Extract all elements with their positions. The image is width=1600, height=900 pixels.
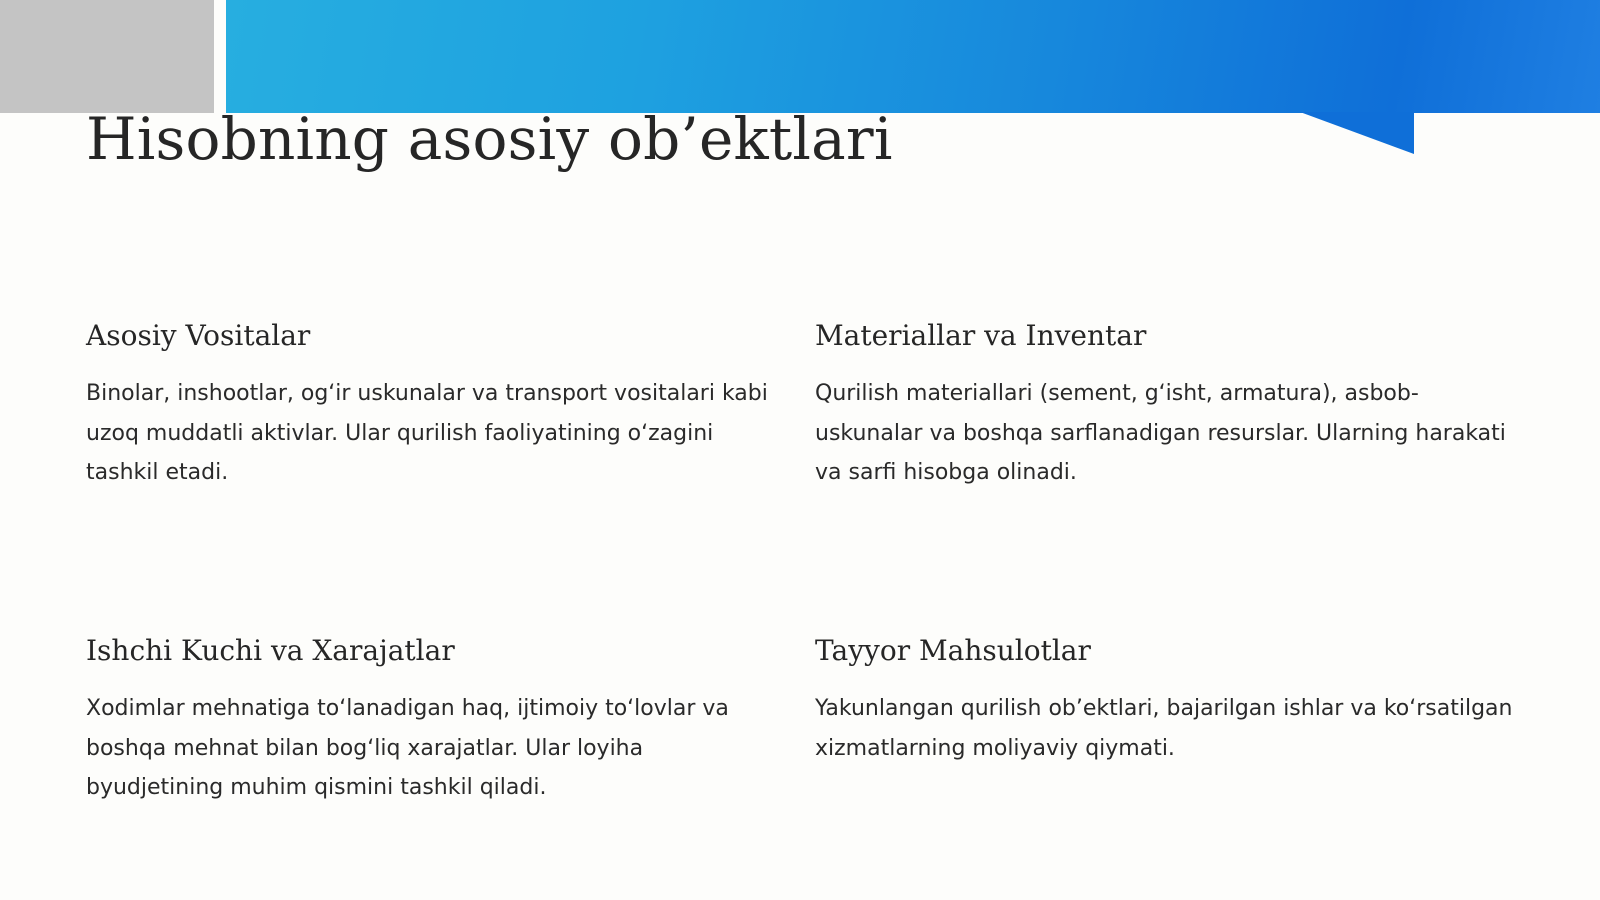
card-materiallar-inventar [815, 318, 1515, 493]
card-body: Binolar, inshootlar, og‘ir uskunalar va transport vositalari kabi uzoq muddatli aktivlar. Ular qurilish faoliyatining o‘zagini tashkil etadi. [86, 381, 768, 485]
blue-header-banner [226, 0, 1600, 113]
card-body: Xodimlar mehnatiga to‘lanadigan haq, ijtimoiy to‘lovlar va boshqa mehnat bilan bog‘liq xarajatlar. Ular loyiha byudjetining muhim qismini tashkil qiladi. [86, 696, 729, 800]
card-tayyor-mahsulotlar [815, 633, 1515, 768]
card-heading: Ishchi Kuchi va Xarajatlar [86, 634, 455, 667]
slide-title: Hisobning asosiy ob’ektlari [86, 105, 893, 173]
card-heading: Materiallar va Inventar [815, 319, 1147, 352]
gray-decor-block [0, 0, 214, 113]
card-ishchi-kuchi [86, 633, 786, 808]
card-heading: Asosiy Vositalar [86, 319, 311, 352]
card-body: Yakunlangan qurilish ob’ektlari, bajarilgan ishlar va ko‘rsatilgan xizmatlarning moliyaviy qiymati. [815, 696, 1513, 761]
card-asosiy-vositalar [86, 318, 786, 493]
card-body: Qurilish materiallari (sement, g‘isht, armatura), asbob-uskunalar va boshqa sarflanadigan resurslar. Ularning harakati va sarfi hisobga olinadi. [815, 381, 1506, 485]
card-heading: Tayyor Mahsulotlar [815, 634, 1091, 667]
banner-tail-decor [1300, 112, 1414, 154]
